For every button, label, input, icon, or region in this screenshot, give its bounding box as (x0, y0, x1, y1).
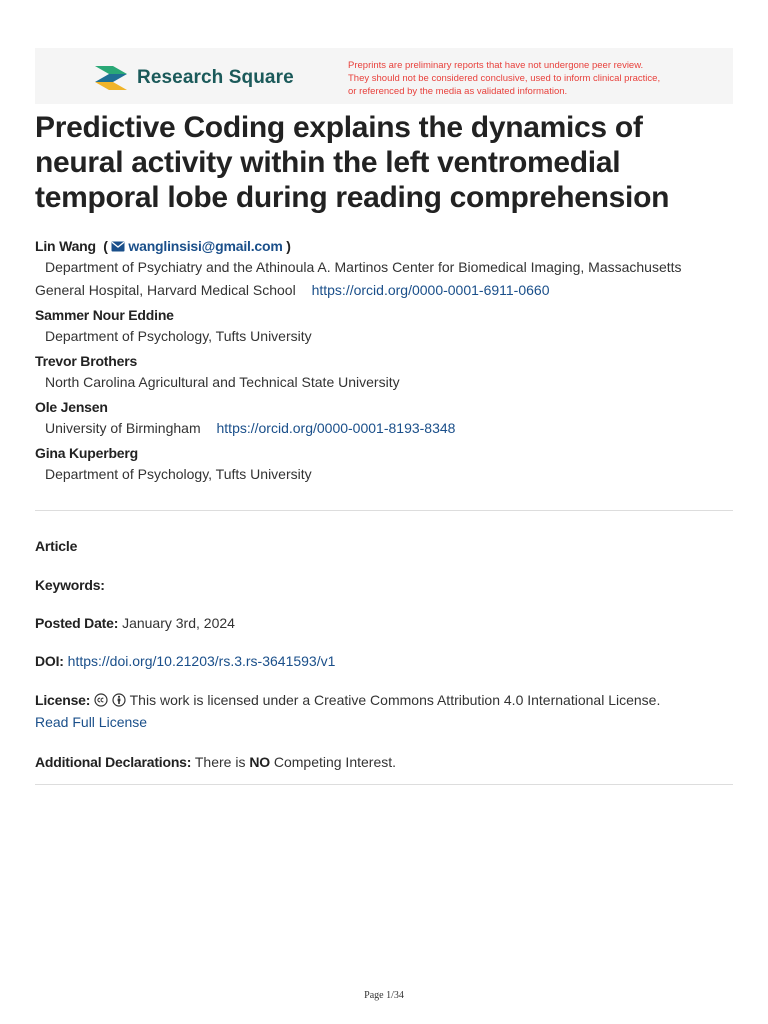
license-text: This work is licensed under a Creative Commons Attribution 4.0 International License. (129, 692, 661, 708)
paren-open: ( (99, 238, 112, 254)
author-name: Sammer Nour Eddine (35, 307, 174, 323)
section-divider (35, 510, 733, 511)
posted-date-label: Posted Date: (35, 615, 119, 631)
research-square-logo[interactable] (93, 64, 294, 92)
author-entry (35, 306, 735, 348)
author-affiliation (35, 417, 735, 440)
posted-date-value: January 3rd, 2024 (122, 615, 235, 631)
cc-icon (94, 693, 108, 707)
section-divider (35, 784, 733, 785)
author-email: wanglinsisi@gmail.com (128, 238, 283, 254)
author-email-link[interactable] (111, 238, 282, 254)
read-full-license-link[interactable]: Read Full License (35, 714, 148, 730)
declarations-pre: There is (194, 754, 246, 770)
article-type: Article (35, 538, 78, 554)
keywords-label: Keywords: (35, 577, 105, 593)
author-name: Gina Kuperberg (35, 445, 138, 461)
by-icon (112, 693, 126, 707)
disclaimer-line: Preprints are preliminary reports that have not undergone peer review. (348, 60, 644, 71)
license-link-row (35, 711, 735, 733)
author-header (35, 237, 735, 256)
license-row (35, 689, 735, 711)
paren-close: ) (282, 238, 291, 254)
author-affiliation: North Carolina Agricultural and Technical State University (45, 374, 400, 390)
doi-row (35, 650, 735, 672)
author-affiliation (35, 256, 735, 302)
disclaimer-line: or referenced by the media as validated information. (348, 86, 568, 97)
posted-date-row (35, 612, 735, 634)
preprint-banner (35, 48, 733, 104)
author-list (35, 237, 735, 490)
author-name: Trevor Brothers (35, 353, 138, 369)
preprint-disclaimer (348, 59, 708, 98)
declarations-emphasis: NO (249, 754, 270, 770)
orcid-link[interactable]: https://orcid.org/0000-0001-8193-8348 (216, 420, 456, 436)
license-label: License: (35, 692, 91, 708)
article-type-row (35, 535, 735, 557)
author-affiliation: Department of Psychology, Tufts University (45, 328, 312, 344)
affiliation-text: Department of Psychiatry and the Athinoula A. Martinos Center for Biomedical Imaging, Massachusetts General Hospital, Harvard Medical School (35, 259, 682, 298)
research-square-logo-icon (93, 64, 129, 92)
author-name: Ole Jensen (35, 399, 108, 415)
doi-label: DOI: (35, 653, 64, 669)
logo-text: Research Square (137, 67, 294, 88)
orcid-link[interactable]: https://orcid.org/0000-0001-6911-0660 (311, 282, 550, 298)
affiliation-text: University of Birmingham (45, 420, 201, 436)
author-entry (35, 237, 735, 302)
author-name: Lin Wang (35, 238, 96, 254)
declarations-post: Competing Interest. (273, 754, 397, 770)
author-entry (35, 352, 735, 394)
envelope-icon (111, 241, 125, 252)
keywords-row (35, 574, 735, 596)
disclaimer-line: They should not be considered conclusive, used to inform clinical practice, (348, 73, 661, 84)
declarations-label: Additional Declarations: (35, 754, 192, 770)
doi-link[interactable]: https://doi.org/10.21203/rs.3.rs-3641593/v1 (67, 653, 336, 669)
author-affiliation: Department of Psychology, Tufts University (45, 466, 312, 482)
declarations-row (35, 751, 735, 773)
author-entry (35, 444, 735, 486)
author-entry (35, 398, 735, 440)
paper-title: Predictive Coding explains the dynamics of neural activity within the left ventromedial temporal lobe during reading comprehension (35, 111, 670, 214)
page-number: Page 1/34 (364, 990, 404, 1001)
